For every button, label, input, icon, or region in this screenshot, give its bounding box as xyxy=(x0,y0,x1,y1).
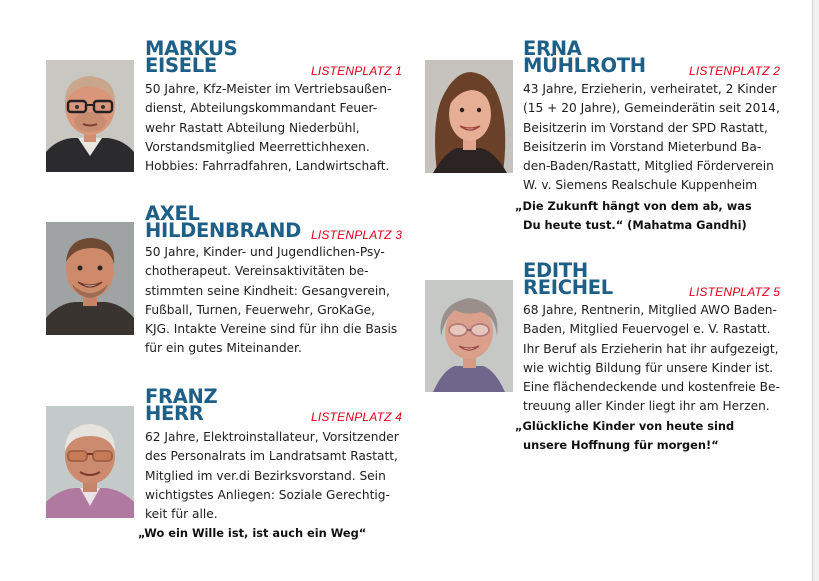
portrait-reichel xyxy=(425,280,513,392)
listenplatz-label: LISTENPLATZ 3 xyxy=(311,228,403,242)
candidate-name: MARKUS EISELE xyxy=(145,37,238,77)
candidate-quote: „Glückliche Kinder von heute sind unsere Hoffnung für morgen!“ xyxy=(515,419,735,452)
candidate-name: FRANZ HERR xyxy=(145,385,218,425)
portrait-hildenbrand xyxy=(46,222,134,335)
candidate-bio: 50 Jahre, Kinder- und Jugendlichen-Psy- chotherapeut. Vereinsaktivitäten be- stimmten seine Kindheit: Gesangverein, Fußball, Turnen, Feuerwehr, GroKaGe, KJG. Intakte Vereine sind für ihn die Basis für ein gutes Miteinander. xyxy=(145,245,398,356)
candidate-bio: 43 Jahre, Erzieherin, verheiratet, 2 Kinder (15 + 20 Jahre), Gemeinderätin seit 2014, Beisitzerin im Vorstand der SPD Rastatt, Beisitzerin im Vorstand Mieterbund Ba- den-Baden/Rastatt, Mitglied Förderverein W. v. Siemens Realschule Kuppenheim xyxy=(523,82,780,193)
listenplatz-label: LISTENPLATZ 2 xyxy=(689,64,781,78)
candidate-name: AXEL HILDENBRAND xyxy=(145,202,302,242)
candidate-quote: „Wo ein Wille ist, ist auch ein Weg“ xyxy=(138,526,367,540)
candidate-bio: 68 Jahre, Rentnerin, Mitglied AWO Baden- Baden, Mitglied Feuervogel e. V. Rastatt. Ihr Beruf als Erzieherin hat ihr aufgezeigt, wie wichtig Bildung für unsere Kinder ist. Eine flächendeckende und kostenfreie Be- treuung aller Kinder liegt ihr am Herzen. xyxy=(523,303,780,414)
candidate-name: ERNA MÜHLROTH xyxy=(523,37,646,77)
listenplatz-label: LISTENPLATZ 5 xyxy=(689,285,781,299)
listenplatz-label: LISTENPLATZ 1 xyxy=(311,64,403,78)
candidate-quote: „Die Zukunft hängt von dem ab, was Du heute tust.“ (Mahatma Gandhi) xyxy=(515,199,752,232)
portrait-muehlroth xyxy=(425,60,513,173)
candidate-name: EDITH REICHEL xyxy=(523,259,613,299)
portrait-eisele xyxy=(46,60,134,172)
page-edge xyxy=(812,0,819,581)
candidate-bio: 50 Jahre, Kfz-Meister im Vertriebsaußen- dienst, Abteilungskommandant Feuer- wehr Rastatt Abteilung Niederbühl, Vorstandsmitglied Meerrettichhexen. Hobbies: Fahrradfahren, Landwirtschaft. xyxy=(145,82,392,174)
listenplatz-label: LISTENPLATZ 4 xyxy=(311,410,403,424)
candidate-bio: 62 Jahre, Elektroinstallateur, Vorsitzender des Personalrats im Landratsamt Rastatt, Mitglied im ver.di Bezirksvorstand. Sein wichtigstes Anliegen: Soziale Gerechtig- keit für alle. xyxy=(145,430,399,522)
portrait-herr xyxy=(46,406,134,518)
